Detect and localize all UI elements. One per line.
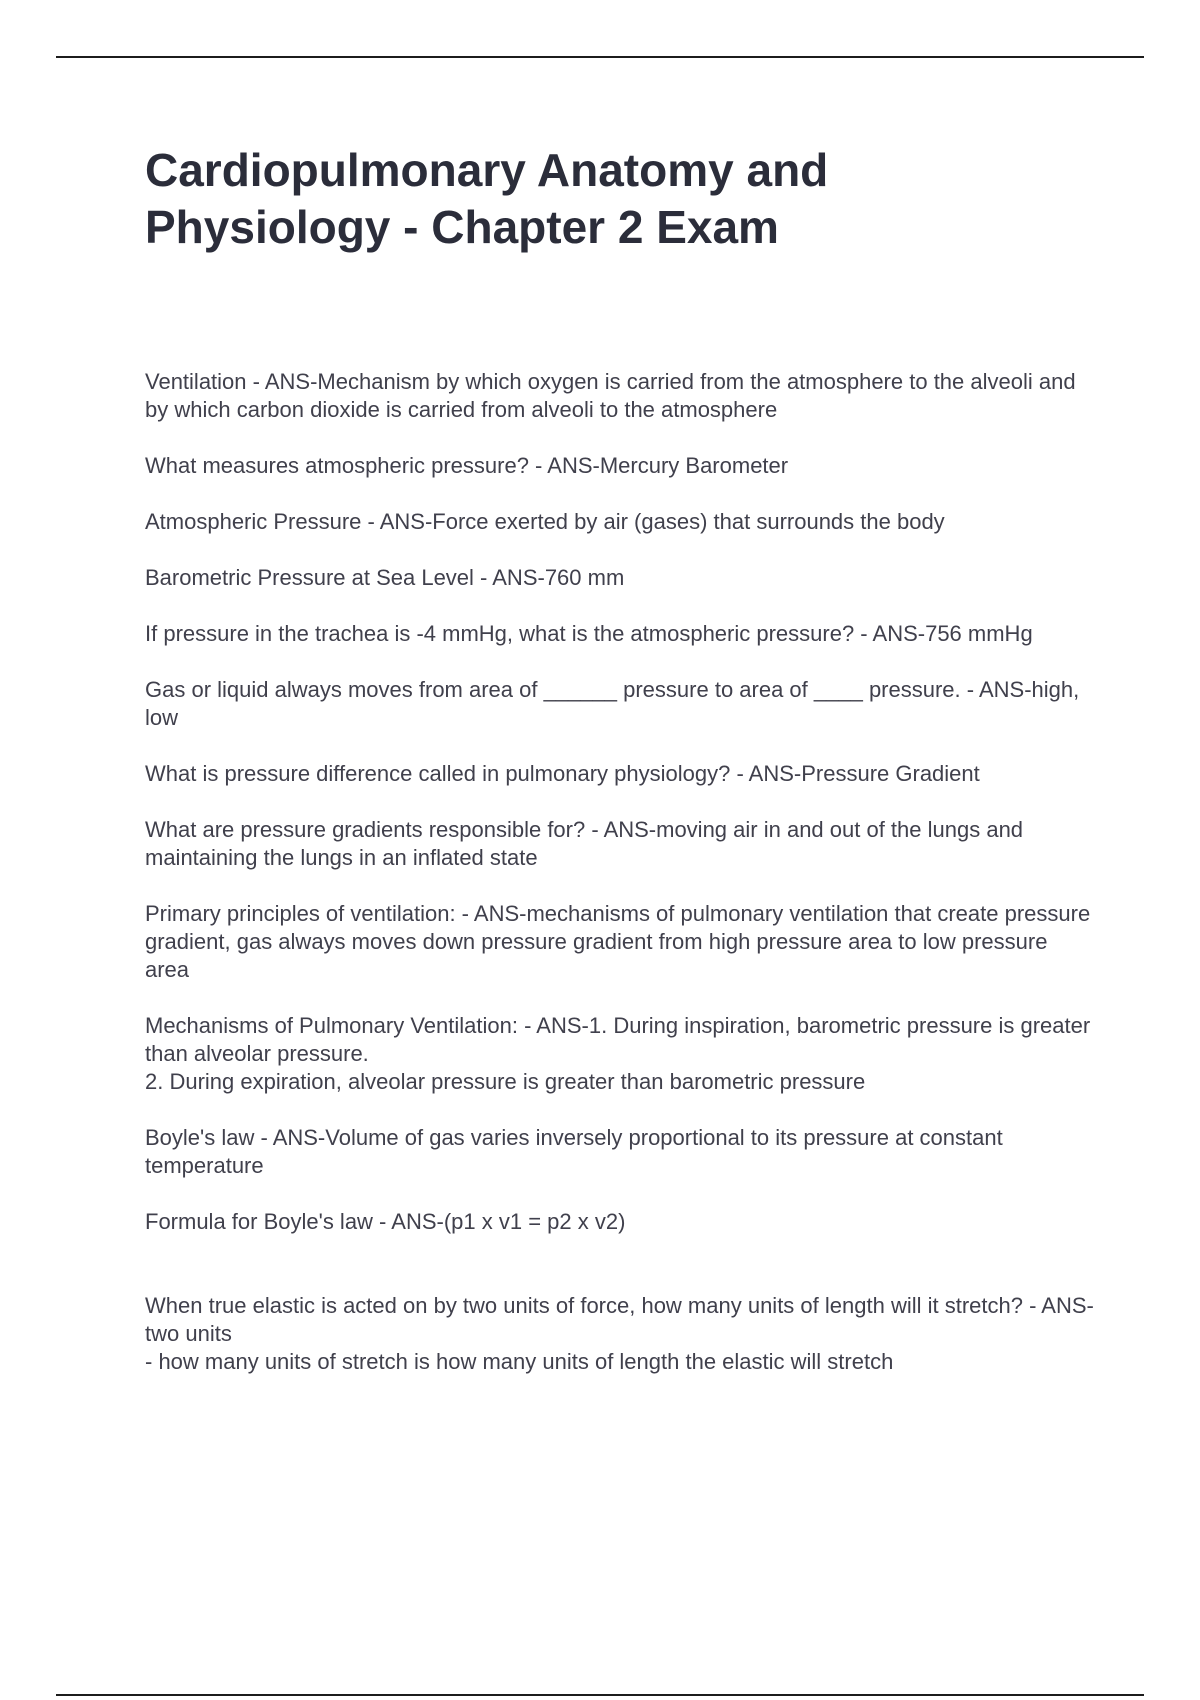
qa-item: What is pressure difference called in pulmonary physiology? - ANS-Pressure Gradient: [145, 761, 980, 786]
qa-item: What measures atmospheric pressure? - ANS-Mercury Barometer: [145, 453, 789, 478]
qa-item: Mechanisms of Pulmonary Ventilation: - ANS-1. During inspiration, barometric pressure is greater than alveolar pressure. 2. During expiration, alveolar pressure is greater than barometric pressure: [145, 1013, 1091, 1094]
bottom-divider: [56, 1694, 1144, 1696]
qa-item: Formula for Boyle's law - ANS-(p1 x v1 = p2 x v2): [145, 1209, 626, 1234]
qa-item: What are pressure gradients responsible for? - ANS-moving air in and out of the lungs and maintaining the lungs in an inflated state: [145, 817, 1024, 870]
qa-item: If pressure in the trachea is -4 mmHg, what is the atmospheric pressure? - ANS-756 mmHg: [145, 621, 1033, 646]
qa-item: When true elastic is acted on by two units of force, how many units of length will it stretch? - ANS-two units - how many units of stretch is how many units of length the elastic will stretch: [145, 1293, 1094, 1374]
top-divider: [56, 56, 1144, 58]
qa-item: Ventilation - ANS-Mechanism by which oxygen is carried from the atmosphere to the alveoli and by which carbon dioxide is carried from alveoli to the atmosphere: [145, 369, 1076, 422]
qa-item: Barometric Pressure at Sea Level - ANS-760 mm: [145, 565, 625, 590]
qa-item: Gas or liquid always moves from area of ______ pressure to area of ____ pressure. - ANS-high, low: [145, 677, 1080, 730]
qa-item: Boyle's law - ANS-Volume of gas varies inversely proportional to its pressure at constant temperature: [145, 1125, 1003, 1178]
qa-item: Primary principles of ventilation: - ANS-mechanisms of pulmonary ventilation that create pressure gradient, gas always moves down pressure gradient from high pressure area to low pressure area: [145, 901, 1091, 982]
page-title: Cardiopulmonary Anatomy and Physiology - Chapter 2 Exam: [145, 144, 829, 253]
qa-list: [145, 368, 1095, 1404]
qa-item: Atmospheric Pressure - ANS-Force exerted by air (gases) that surrounds the body: [145, 509, 945, 534]
